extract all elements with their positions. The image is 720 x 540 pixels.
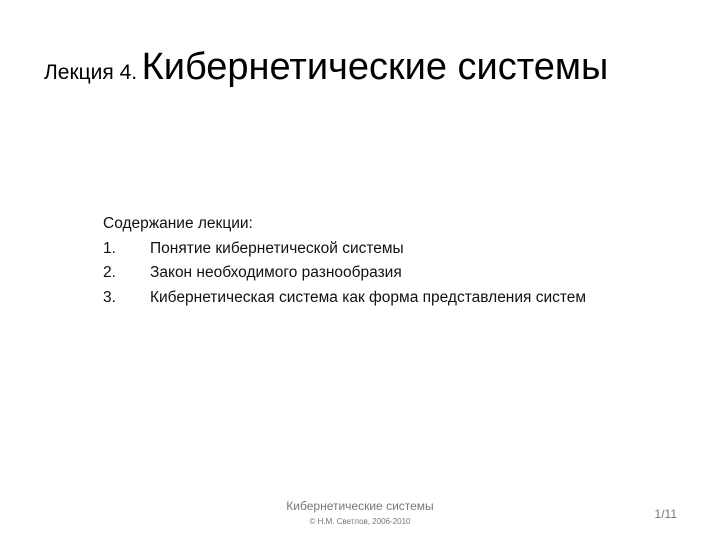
list-item	[103, 286, 683, 311]
footer	[240, 498, 480, 528]
list-item-number: 2.	[103, 264, 116, 281]
list-item-number: 3.	[103, 288, 116, 306]
footer-title: Кибернетические системы	[286, 499, 434, 513]
list-item-text: Закон необходимого разнообразия	[150, 264, 402, 281]
contents-heading: Содержание лекции:	[103, 215, 253, 232]
lecture-number: Лекция 4.	[44, 61, 138, 84]
slide-title	[44, 48, 704, 86]
list-item	[103, 237, 683, 262]
list-item-text: Понятие кибернетической системы	[150, 239, 404, 257]
page-number: 1/11	[654, 507, 677, 521]
lecture-title: Кибернетические системы	[141, 46, 609, 88]
list-item-number: 1.	[103, 239, 116, 257]
contents-list	[103, 212, 683, 310]
list-item	[103, 261, 683, 286]
footer-copyright: © Н.М. Светлов, 2006-2010	[309, 517, 411, 526]
list-item-text: Кибернетическая система как форма представления систем	[150, 288, 587, 306]
